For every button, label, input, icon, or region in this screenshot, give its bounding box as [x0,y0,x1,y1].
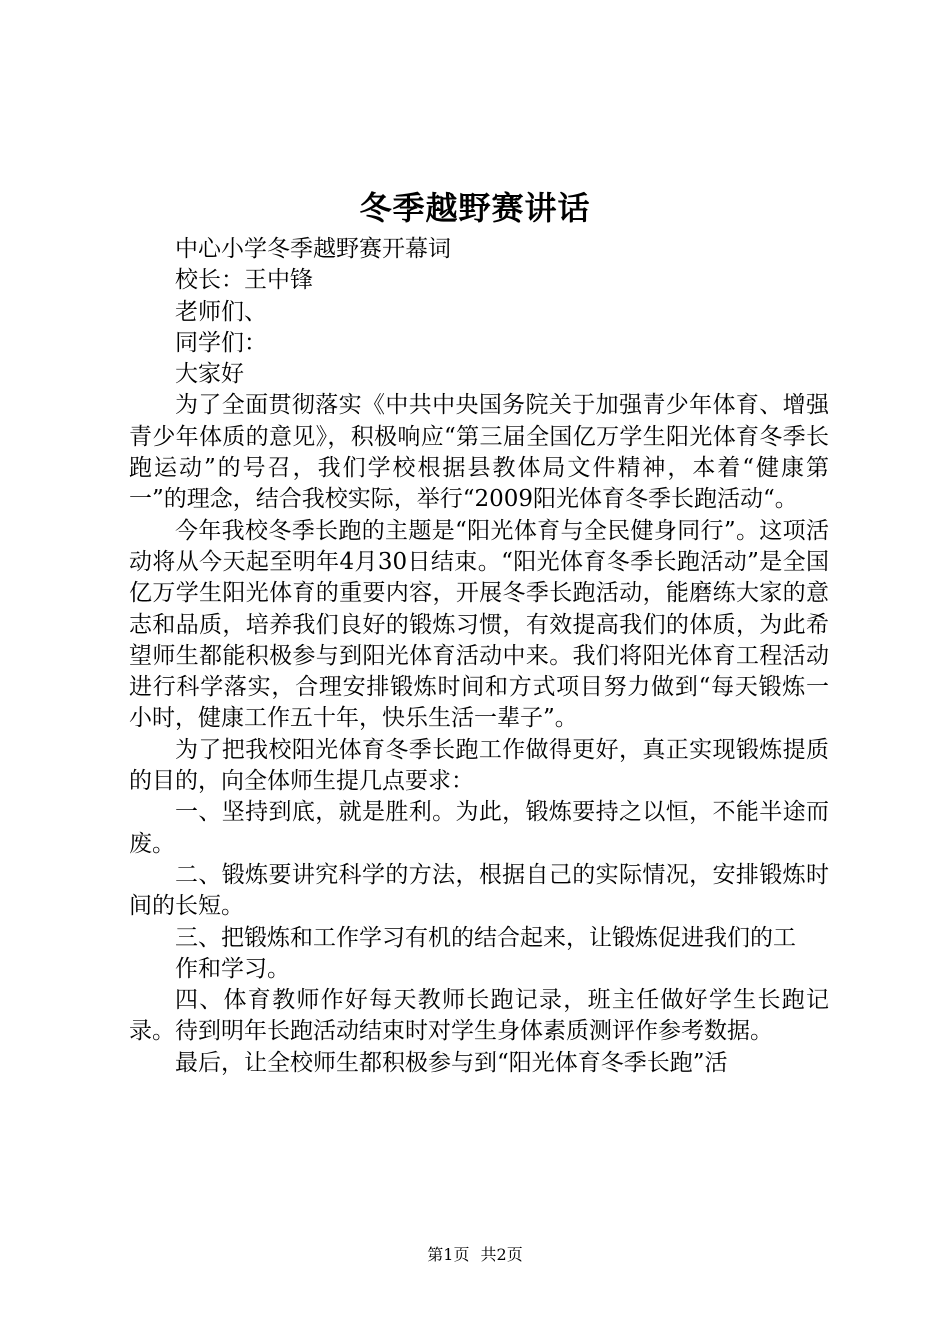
paragraph-speaker: 校长：王中锋 [175,267,313,294]
paragraph-intro: 为了全面贯彻落实《中共中央国务院关于加强青少年体育、增强青少年体质的意见》，积极响应“第三届全国亿万学生阳光体育冬季长跑运动”的号召，我们学校根据县教体局文件精神，本着“健康第一”的理念，结合我校实际，举行“2009阳光体育冬季长跑活动“。 [129,392,829,513]
paragraph-requirements: 为了把我校阳光体育冬季长跑工作做得更好，真正实现锻炼提质的目的，向全体师生提几点要求： [129,736,829,795]
paragraph-heading: 中心小学冬季越野赛开幕词 [175,236,451,262]
paragraph-requirement-3: 三、把锻炼和工作学习有机的结合起来，让锻炼促进我们的工 [175,924,796,951]
page-footer [0,1243,950,1267]
paragraph-greeting-students: 同学们： [175,329,267,356]
paragraph-theme: 今年我校冬季长跑的主题是“阳光体育与全民健身同行”。这项活动将从今天起至明年4月30日结束。“阳光体育冬季长跑活动”是全国亿万学生阳光体育的重要内容，开展冬季长跑活动，能磨练大家的意志和品质，培养我们良好的锻炼习惯，有效提高我们的体质，为此希望师生都能积极参与到阳光体育活动中来。我们将阳光体育工程活动进行科学落实，合理安排锻炼时间和方式项目努力做到“每天锻炼一小时，健康工作五十年，快乐生活一辈子”。 [129,517,829,732]
paragraph-greeting-teachers: 老师们、 [175,298,267,325]
paragraph-requirement-4: 四、体育教师作好每天教师长跑记录，班主任做好学生长跑记录。待到明年长跑活动结束时对学生身体素质测评作参考数据。 [129,987,829,1045]
paragraph-requirement-3-cont: 作和学习。 [175,955,290,982]
paragraph-closing: 最后，让全校师生都积极参与到“阳光体育冬季长跑”活 [175,1049,728,1076]
page-total: 共2页 [480,1245,523,1264]
paragraph-greeting-all: 大家好 [175,361,244,388]
document-body [129,234,829,1079]
document-title: 冬季越野赛讲话 [359,189,591,227]
paragraph-requirement-2: 二、锻炼要讲究科学的方法，根据自己的实际情况，安排锻炼时间的长短。 [129,861,829,920]
paragraph-requirement-1: 一、坚持到底，就是胜利。为此，锻炼要持之以恒，不能半途而废。 [129,799,829,857]
page-number: 第1页 [427,1245,470,1264]
